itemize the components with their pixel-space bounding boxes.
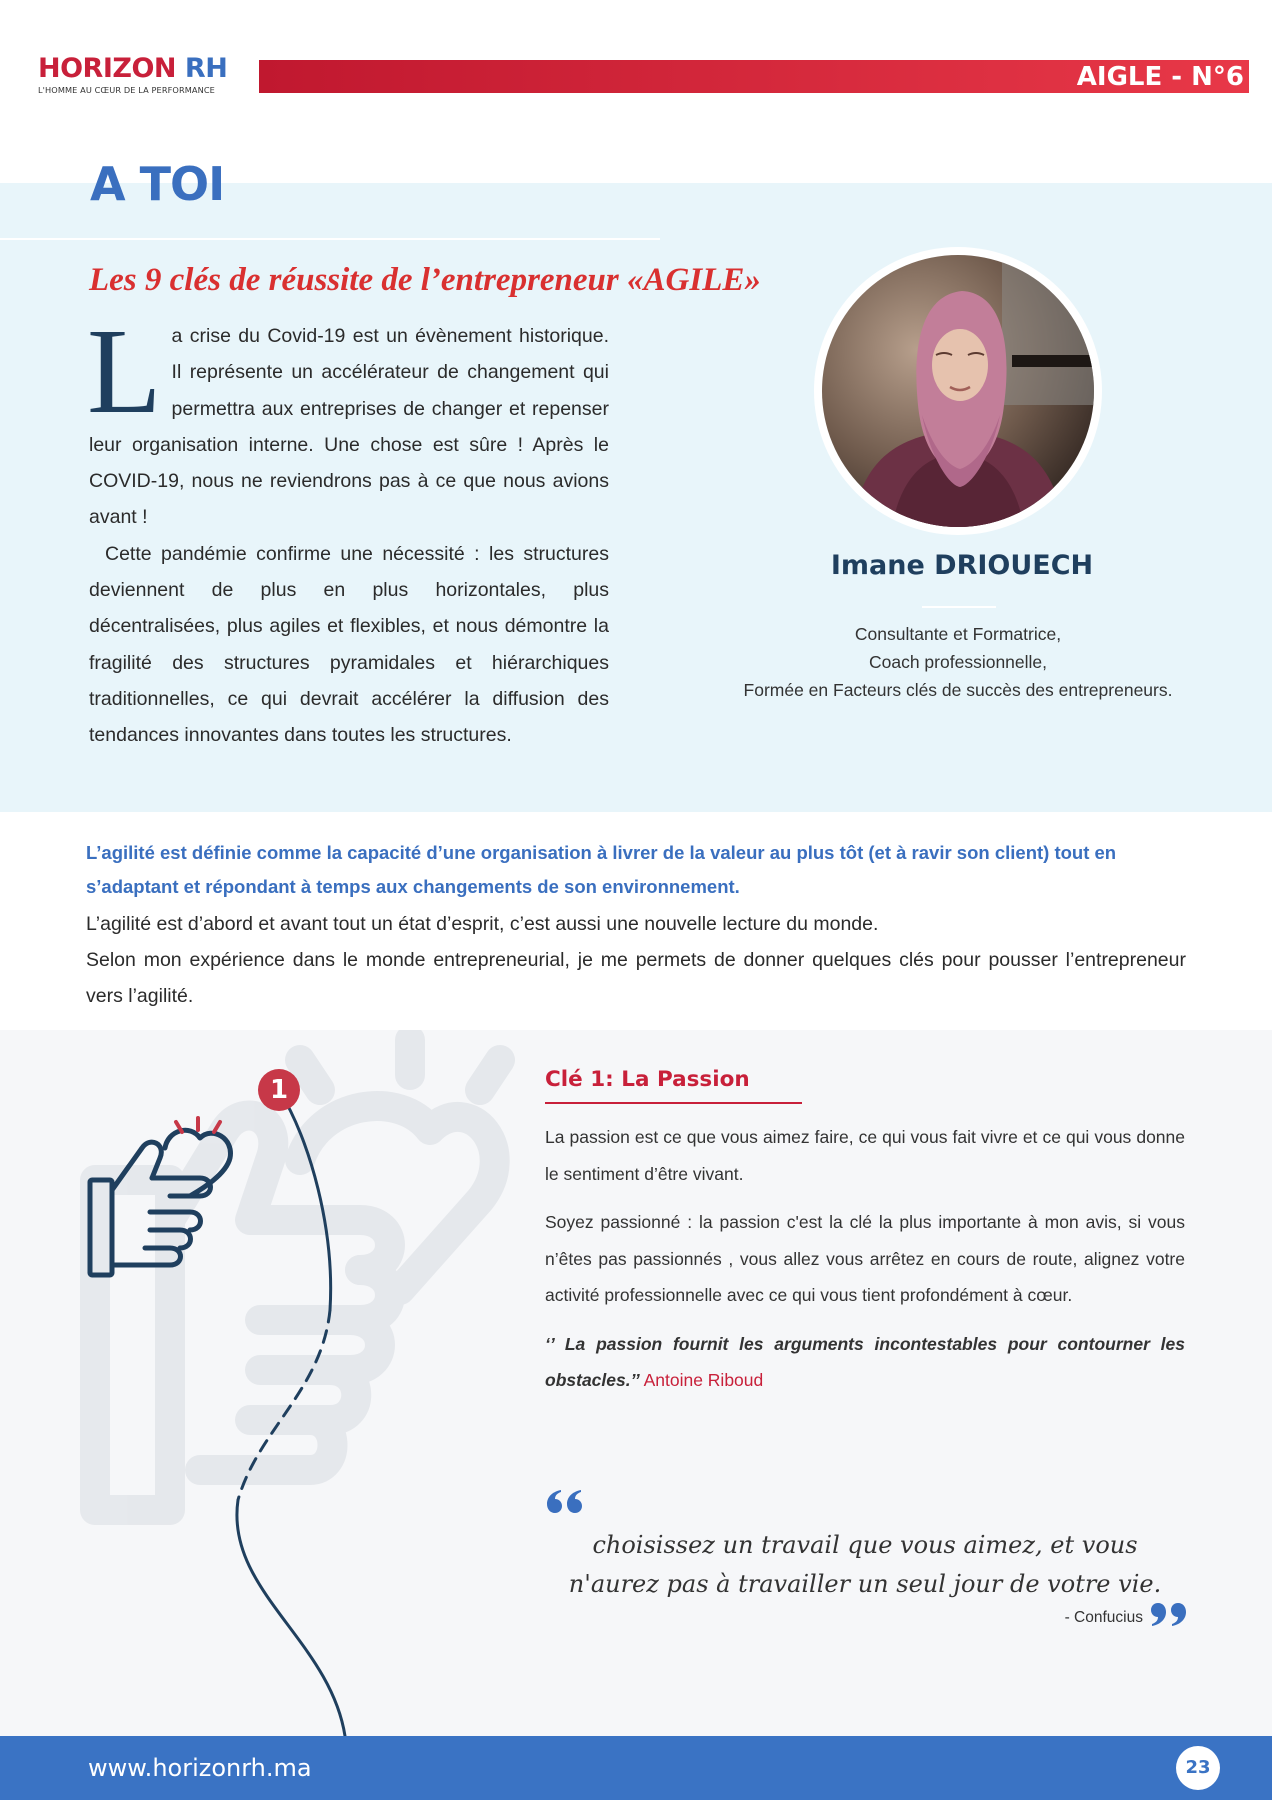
confucius-quote: choisissez un travail que vous aimez, et vous n'aurez pas à travailler un seul jour de votre vie. [568, 1531, 1162, 1598]
article-title: Les 9 clés de réussite de l’entrepreneur «AGILE» [89, 262, 761, 298]
logo [38, 54, 238, 95]
confucius-attribution: - Confucius [1064, 1609, 1143, 1626]
author-role: Consultante et Formatrice, [854, 624, 1062, 644]
logo-wordmark: HORIZON RH [38, 53, 228, 84]
key-quote: ‘’ La passion fournit les arguments incontestables pour contourner les obstacles.’’ Antoine Riboud [545, 1333, 1185, 1390]
key-title: Clé 1: La Passion [545, 1067, 750, 1092]
section-divider [0, 238, 660, 240]
author-role: Formée en Facteurs clés de succès des entrepreneurs. [743, 680, 1173, 700]
key-text [545, 1119, 1185, 1411]
intro-paragraph-2: Cette pandémie confirme une nécessité : les structures deviennent de plus en plus horizontales, plus décentralisées, plus agiles et flexibles, et nous démontre la fragilité des structures pyramidales et hiérarchiques traditionnelles, ce qui devrait accélérer la diffusion des tendances innovantes dans toutes les structures. [89, 542, 609, 747]
agility-paragraph-1: L’agilité est d’abord et avant tout un état d’esprit, c’est aussi une nouvelle lecture du monde. [86, 913, 879, 935]
key-quote-author: Antoine Riboud [643, 1370, 764, 1390]
close-quote-icon [1148, 1599, 1188, 1629]
path-line-solid-bottom [237, 1500, 345, 1736]
author-name: Imane DRIOUECH [830, 550, 1094, 581]
key-title-underline [545, 1102, 802, 1104]
article-intro [87, 304, 609, 754]
agility-body [86, 906, 1186, 1014]
intro-paragraph-1: La crise du Covid-19 est un évènement historique. Il représente un accélérateur de changement qui permettra aux entreprises de changer et repenser leur organisation interne. Une chose est sûre ! Après le COVID-19, nous ne reviendrons pas à ce que nous avions avant ! [87, 304, 609, 529]
section-title: A TOI [90, 157, 225, 211]
key-paragraph-1: La passion est ce que vous aimez faire, ce qui vous fait vivre et ce qui vous donne le sentiment d’être vivant. [545, 1127, 1185, 1184]
footer-url-link[interactable]: www.horizonrh.ma [88, 1754, 312, 1782]
page-number: 23 [1176, 1746, 1220, 1790]
author-roles [680, 620, 1236, 704]
author-photo [822, 255, 1094, 527]
key-paragraph-2: Soyez passionné : la passion c'est la clé la plus importante à mon avis, si vous n’êtes pas passionnés , vous allez vous arrêtez en cours de route, alignez votre activité professionnelle avec ce qui vous tient profondément à cœur. [545, 1212, 1185, 1305]
issue-label: AIGLE - N°6 [1076, 62, 1244, 92]
open-quote-icon [545, 1487, 585, 1517]
watermark-hand-icon [95, 1040, 500, 1510]
logo-tagline: L'HOMME AU CŒUR DE LA PERFORMANCE [38, 85, 215, 95]
key-number-badge: 1 [258, 1069, 300, 1111]
author-role: Coach professionnelle, [868, 652, 1048, 672]
agility-definition: L’agilité est définie comme la capacité d’une organisation à livrer de la valeur au plus tôt (et à ravir son client) tout en s’adaptant et répondant à temps aux changements de son environnement. [86, 842, 1117, 897]
author-divider [922, 606, 996, 608]
dropcap-letter: L [87, 304, 162, 439]
agility-paragraph-2: Selon mon expérience dans le monde entrepreneurial, je me permets de donner quelques clés pour pousser l’entrepreneur vers l’agilité. [86, 949, 1186, 1007]
